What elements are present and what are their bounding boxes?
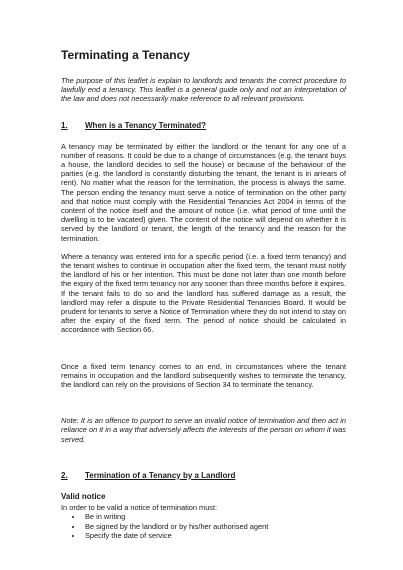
intro-paragraph: The purpose of this leaflet is explain to landlords and tenants the correct procedure to lawfully end a tenancy. This leaflet is a general guide only and not an interpretation of the law and does not necessarily make reference to all relevant provisions. (61, 76, 346, 104)
valid-notice-list (61, 512, 346, 541)
section-1-number: 1. (61, 120, 68, 130)
section-2-heading (61, 471, 346, 480)
section-1-paragraph-2: Where a tenancy was entered into for a specific period (i.e. a fixed term tenancy) and the tenant wishes to continue in occupation after the fixed term, the tenant must notify the landlord of his or her intention. This must be done not later than one month before the expiry of the fixed term tenancy nor any sooner than three months before it expires. If the tenant fails to do so and the landlord has suffered damage as a result, the landlord may refer a dispute to the Private Residential Tenancies Board. It would be prudent for tenants to serve a Notice of Termination where they do not intend to stay on after the expiry of the fixed term. The period of notice should be calculated in accordance with Section 66. (61, 251, 346, 335)
document-title: Terminating a Tenancy (61, 48, 190, 62)
section-1-note: Note: It is an offence to purport to serve an invalid notice of termination and then act in reliance on it in a way that adversely affects the interests of the person on whom it was served. (61, 416, 346, 444)
section-1-paragraph-3: Once a fixed term tenancy comes to an end, in circumstances where the tenant remains in occupation and the landlord subsequently wishes to terminate the tenancy, the landlord can rely on the provisions of Section 34 to terminate the tenancy. (61, 361, 346, 390)
valid-notice-lead: In order to be valid a notice of termination must: (61, 502, 218, 512)
section-2-number: 2. (61, 470, 68, 480)
list-item: • Specify the date of service (83, 531, 346, 541)
list-item: • Be in writing (83, 512, 346, 522)
section-1-paragraph-1: A tenancy may be terminated by either the landlord or the tenant for any one of a number of reasons. It could be due to a change of circumstances (e.g. the tenant buys a house, the landlord decides to sell the house) or because of the behaviour of the parties (e.g. the landlord is constantly disturbing the tenant, the tenant is in arrears of rent). No matter what the reason for the termination, the process is always the same. The person ending the tenancy must serve a notice of termination on the other party and that notice must comply with the Residential Tenancies Act 2004 in terms of the content of the notice itself and the amount of notice (i.e. what period of time until the dwelling is to be vacated) given. The content of the notice will depend on whether it is served by the landlord or tenant, the length of the tenancy and the reason for the termination. (61, 141, 346, 243)
section-1-heading (61, 121, 346, 130)
section-1-title: When is a Tenancy Terminated? (85, 120, 207, 130)
list-item: • Be signed by the landlord or by his/her authorised agent (83, 522, 346, 532)
valid-notice-subheading: Valid notice (61, 491, 106, 501)
section-2-title: Termination of a Tenancy by a Landlord (85, 470, 236, 480)
